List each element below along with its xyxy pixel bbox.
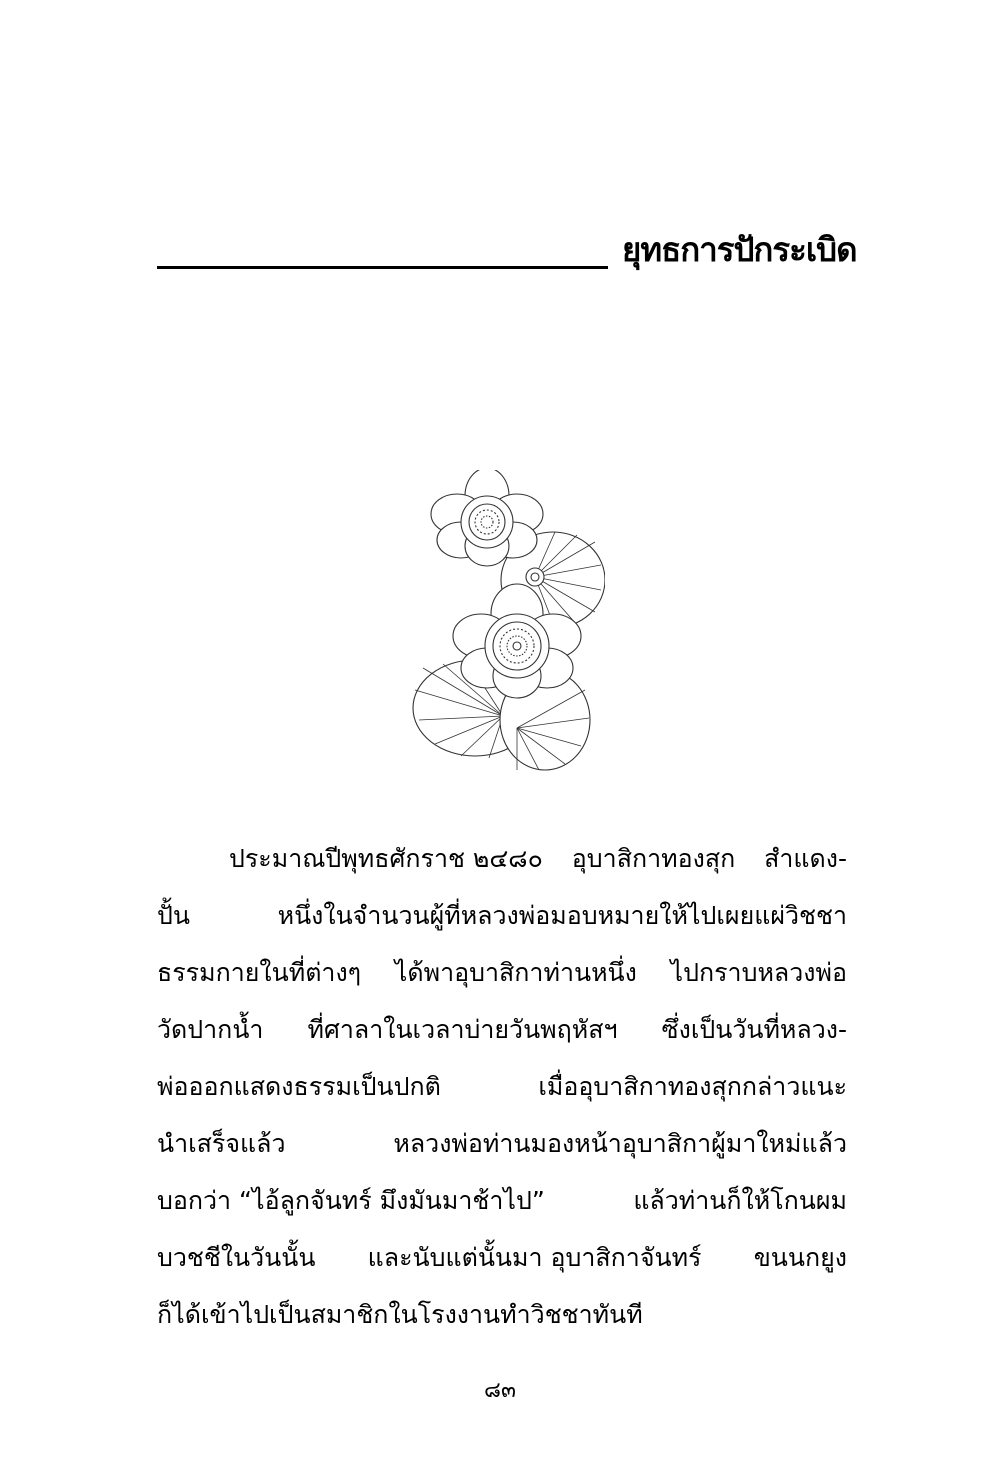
text-segment: ประมาณปีพุทธศักราช ๒๔๘๐ bbox=[229, 844, 543, 873]
text-line bbox=[157, 1172, 847, 1229]
text-segment: ซึ่งเป็นวันที่หลวง- bbox=[661, 1015, 847, 1044]
text-segment: แล้วท่านก็ให้โกนผม bbox=[633, 1186, 847, 1215]
text-segment: นำเสร็จแล้ว bbox=[157, 1129, 286, 1158]
text-segment: ธรรมกายในที่ต่างๆ bbox=[157, 958, 362, 987]
lotus-flowers-and-leaves-icon bbox=[405, 470, 605, 780]
text-segment: ได้พาอุบาสิกาท่านหนึ่ง bbox=[394, 958, 637, 987]
text-segment: วัดปากน้ำ bbox=[157, 1015, 264, 1044]
text-segment: ขนนกยูง bbox=[753, 1243, 847, 1272]
text-line bbox=[157, 1229, 847, 1286]
body-paragraph bbox=[157, 830, 847, 1343]
page-number: ๘๓ bbox=[483, 1378, 516, 1403]
text-line bbox=[157, 1286, 847, 1343]
header-rule bbox=[157, 266, 608, 269]
text-segment: บอกว่า “ไอ้ลูกจันทร์ มึงมันมาช้าไป” bbox=[157, 1186, 545, 1215]
text-line bbox=[157, 1001, 847, 1058]
text-line bbox=[157, 1058, 847, 1115]
text-segment: ปั้น bbox=[157, 901, 190, 930]
text-segment: หลวงพ่อท่านมองหน้าอุบาสิกาผู้มาใหม่แล้ว bbox=[393, 1129, 847, 1158]
text-segment: ไปกราบหลวงพ่อ bbox=[670, 958, 847, 987]
text-line bbox=[157, 944, 847, 1001]
text-line bbox=[157, 887, 847, 944]
text-segment: บวชชีในวันนั้น bbox=[157, 1243, 316, 1272]
chapter-title: ยุทธการปักระเบิด bbox=[622, 230, 857, 269]
text-segment: เมื่ออุบาสิกาทองสุกกล่าวแนะ bbox=[538, 1072, 847, 1101]
text-segment: ที่ศาลาในเวลาบ่ายวันพฤหัสฯ bbox=[307, 1015, 618, 1044]
text-segment: ก็ได้เข้าไปเป็นสมาชิกในโรงงานทำวิชชาทันที bbox=[157, 1300, 643, 1329]
text-line bbox=[157, 1115, 847, 1172]
text-segment: อุบาสิกาทองสุก bbox=[571, 844, 736, 873]
text-segment: และนับแต่นั้นมา อุบาสิกาจันทร์ bbox=[367, 1243, 702, 1272]
text-segment: สำแดง- bbox=[764, 844, 847, 873]
text-segment: หนึ่งในจำนวนผู้ที่หลวงพ่อมอบหมายให้ไปเผยแผ่วิชชา bbox=[277, 901, 847, 930]
text-line bbox=[157, 830, 847, 887]
text-segment: พ่อออกแสดงธรรมเป็นปกติ bbox=[157, 1072, 441, 1101]
